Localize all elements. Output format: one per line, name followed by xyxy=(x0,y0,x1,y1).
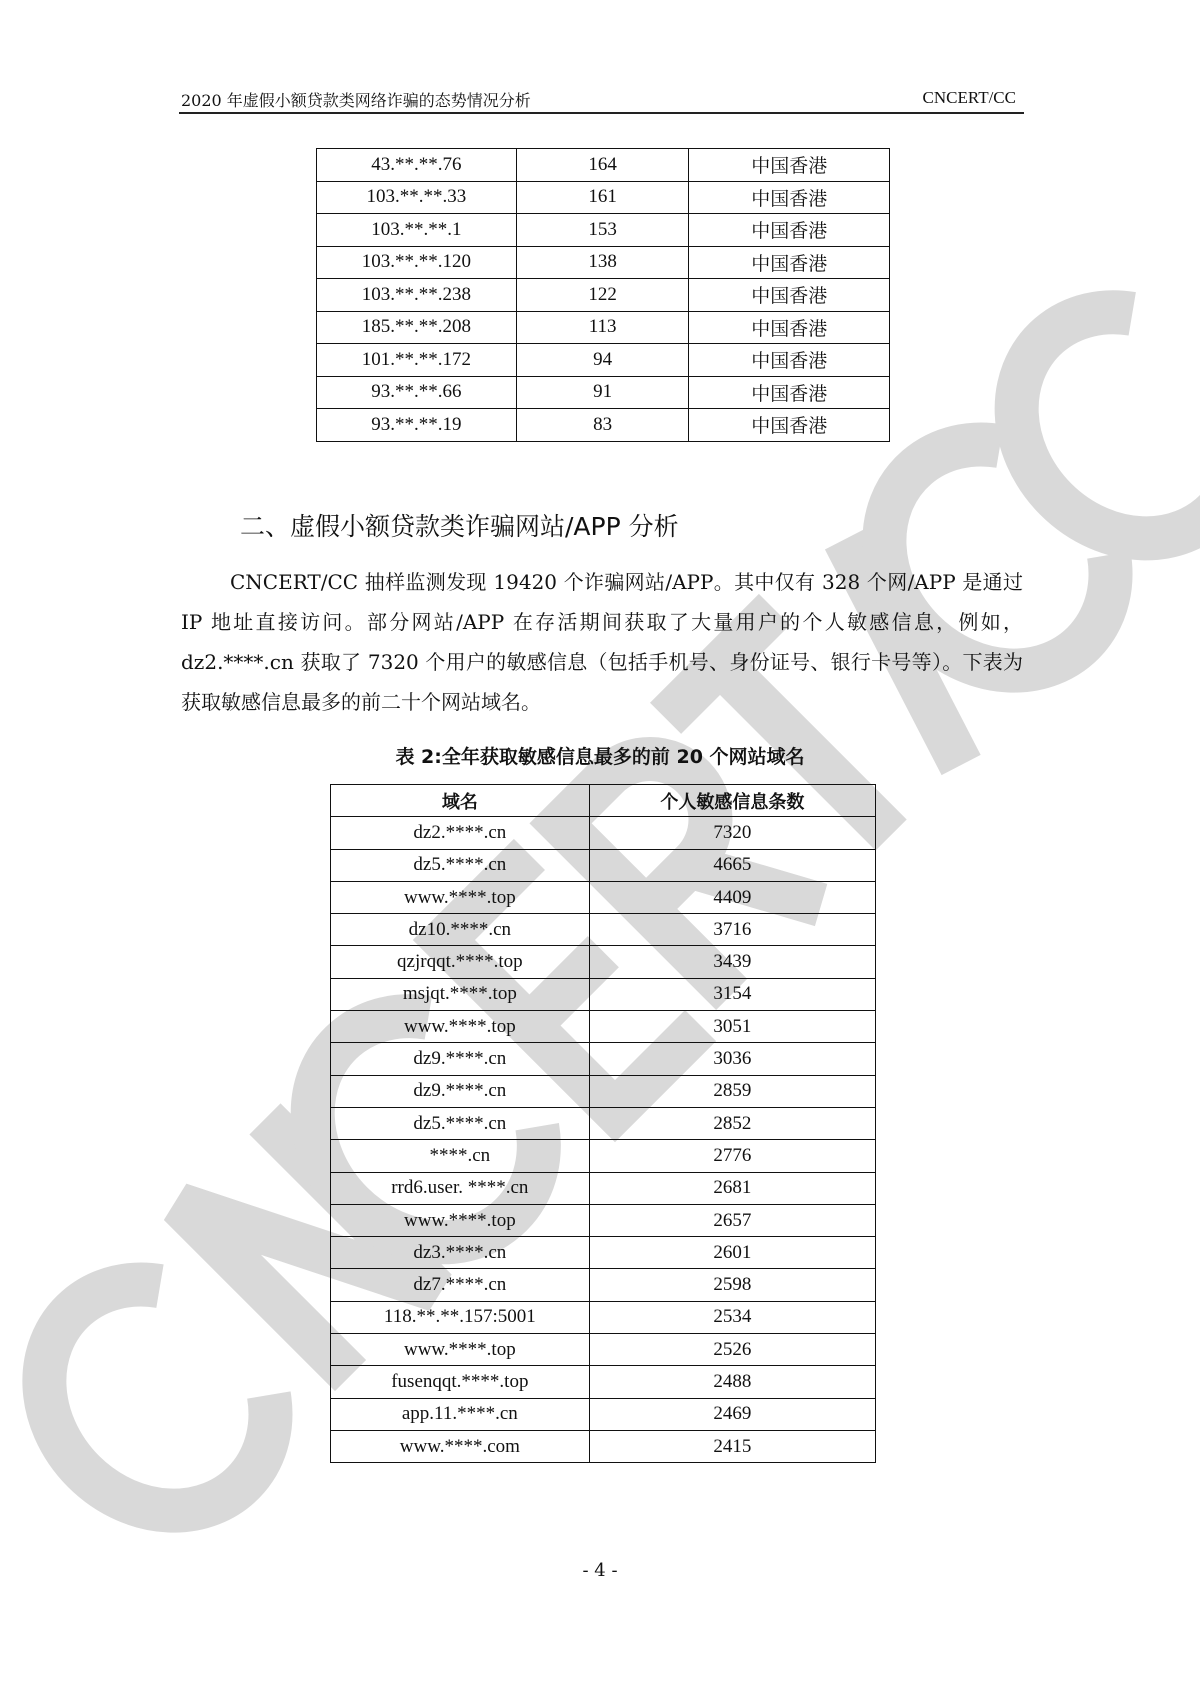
table-cell: rrd6.user. ****.cn xyxy=(331,1172,590,1204)
table-row xyxy=(331,1011,876,1043)
table-row xyxy=(317,181,890,214)
table-cell: 中国香港 xyxy=(689,246,890,279)
table-cell: 2534 xyxy=(589,1301,875,1333)
table-cell: 161 xyxy=(516,181,689,214)
table-row xyxy=(331,914,876,946)
section-paragraph: CNCERT/CC 抽样监测发现 19420 个诈骗网站/APP。其中仅有 328 个网/APP 是通过 IP 地址直接访问。部分网站/APP 在存活期间获取了大量用户的个人敏感信息，例如，dz2.****.cn 获取了 7320 个用户的敏感信息（包括手机号、身份证号、银行卡号等）。下表为获取敏感信息最多的前二十个网站域名。 xyxy=(181,570,1023,714)
table-cell: 103.**.**.120 xyxy=(317,246,517,279)
table-cell: ****.cn xyxy=(331,1140,590,1172)
table-cell: dz3.****.cn xyxy=(331,1237,590,1269)
table-cell: qzjrqqt.****.top xyxy=(331,946,590,978)
table-row xyxy=(317,279,890,312)
table-cell: 中国香港 xyxy=(689,279,890,312)
table-cell: 中国香港 xyxy=(689,311,890,344)
table-cell: msjqt.****.top xyxy=(331,978,590,1010)
table-cell: 7320 xyxy=(589,817,875,849)
table-cell: app.11.****.cn xyxy=(331,1398,590,1430)
table-row xyxy=(331,1366,876,1398)
table-cell: dz9.****.cn xyxy=(331,1043,590,1075)
table-cell: 2776 xyxy=(589,1140,875,1172)
section-heading: 二、虚假小额贷款类诈骗网站/APP 分析 xyxy=(240,512,679,541)
table-cell: 103.**.**.238 xyxy=(317,279,517,312)
table-row xyxy=(331,1237,876,1269)
table-cell: dz7.****.cn xyxy=(331,1269,590,1301)
table-row xyxy=(331,1107,876,1139)
table-cell: 2681 xyxy=(589,1172,875,1204)
table-cell: 118.**.**.157:5001 xyxy=(331,1301,590,1333)
table-cell: dz5.****.cn xyxy=(331,849,590,881)
table-cell: www.****.com xyxy=(331,1430,590,1462)
table-cell: www.****.top xyxy=(331,881,590,913)
table-cell: 3051 xyxy=(589,1011,875,1043)
table-cell: 83 xyxy=(516,409,689,442)
page-header xyxy=(179,86,1024,114)
table-cell: www.****.top xyxy=(331,1334,590,1366)
table-cell: 2469 xyxy=(589,1398,875,1430)
table-cell: 122 xyxy=(516,279,689,312)
table-row xyxy=(317,376,890,409)
table-cell: 2601 xyxy=(589,1237,875,1269)
ip-table xyxy=(316,148,890,442)
table-cell: www.****.top xyxy=(331,1204,590,1236)
table-cell: 2852 xyxy=(589,1107,875,1139)
domain-table xyxy=(330,784,876,1463)
header-org: CNCERT/CC xyxy=(922,88,1016,107)
table-caption: 表 2:全年获取敏感信息最多的前 20 个网站域名 xyxy=(395,746,805,768)
table-cell: fusenqqt.****.top xyxy=(331,1366,590,1398)
table-cell: 中国香港 xyxy=(689,376,890,409)
table-cell: dz9.****.cn xyxy=(331,1075,590,1107)
table-header-row xyxy=(331,785,876,817)
table-cell: 43.**.**.76 xyxy=(317,149,517,182)
table-cell: 94 xyxy=(516,344,689,377)
table-cell: 113 xyxy=(516,311,689,344)
table-cell: 91 xyxy=(516,376,689,409)
table-row xyxy=(331,946,876,978)
table-row xyxy=(331,978,876,1010)
table-cell: 4665 xyxy=(589,849,875,881)
table-cell: 2526 xyxy=(589,1334,875,1366)
table-cell: 3439 xyxy=(589,946,875,978)
page-number: - 4 - xyxy=(582,1560,618,1582)
table-row xyxy=(331,817,876,849)
table-cell: 中国香港 xyxy=(689,149,890,182)
table-cell: dz2.****.cn xyxy=(331,817,590,849)
table-cell: 93.**.**.66 xyxy=(317,376,517,409)
table-cell: 103.**.**.33 xyxy=(317,181,517,214)
table-cell: 中国香港 xyxy=(689,181,890,214)
table-row xyxy=(331,1043,876,1075)
header-domain: 域名 xyxy=(331,785,590,817)
table-cell: dz5.****.cn xyxy=(331,1107,590,1139)
table-cell: 2657 xyxy=(589,1204,875,1236)
table-row xyxy=(331,1430,876,1462)
section-body xyxy=(0,510,1200,1583)
table-row xyxy=(331,1398,876,1430)
table-row xyxy=(331,849,876,881)
table-cell: 164 xyxy=(516,149,689,182)
table-row xyxy=(331,1075,876,1107)
table-cell: 2488 xyxy=(589,1366,875,1398)
table-row xyxy=(331,1334,876,1366)
table-cell: 2415 xyxy=(589,1430,875,1462)
header-title: 2020 年虚假小额贷款类网络诈骗的态势情况分析 xyxy=(181,91,531,110)
table-cell: 103.**.**.1 xyxy=(317,214,517,247)
table-row xyxy=(331,1204,876,1236)
table-cell: 3036 xyxy=(589,1043,875,1075)
table-cell: 101.**.**.172 xyxy=(317,344,517,377)
table-cell: 中国香港 xyxy=(689,409,890,442)
table-cell: 185.**.**.208 xyxy=(317,311,517,344)
table-cell: 138 xyxy=(516,246,689,279)
table-cell: 2859 xyxy=(589,1075,875,1107)
table-row xyxy=(331,1140,876,1172)
table-cell: 2598 xyxy=(589,1269,875,1301)
table-cell: 3716 xyxy=(589,914,875,946)
table-cell: dz10.****.cn xyxy=(331,914,590,946)
table-cell: www.****.top xyxy=(331,1011,590,1043)
table-row xyxy=(331,1269,876,1301)
table-cell: 中国香港 xyxy=(689,214,890,247)
table-cell: 中国香港 xyxy=(689,344,890,377)
table-row xyxy=(317,311,890,344)
table-row xyxy=(317,246,890,279)
table-cell: 4409 xyxy=(589,881,875,913)
table-row xyxy=(317,344,890,377)
table-cell: 3154 xyxy=(589,978,875,1010)
table-row xyxy=(317,409,890,442)
table-row xyxy=(331,881,876,913)
table-row xyxy=(331,1172,876,1204)
table-cell: 93.**.**.19 xyxy=(317,409,517,442)
table-row xyxy=(317,214,890,247)
header-count: 个人敏感信息条数 xyxy=(589,785,875,817)
table-row xyxy=(331,1301,876,1333)
table-row xyxy=(317,149,890,182)
table-cell: 153 xyxy=(516,214,689,247)
